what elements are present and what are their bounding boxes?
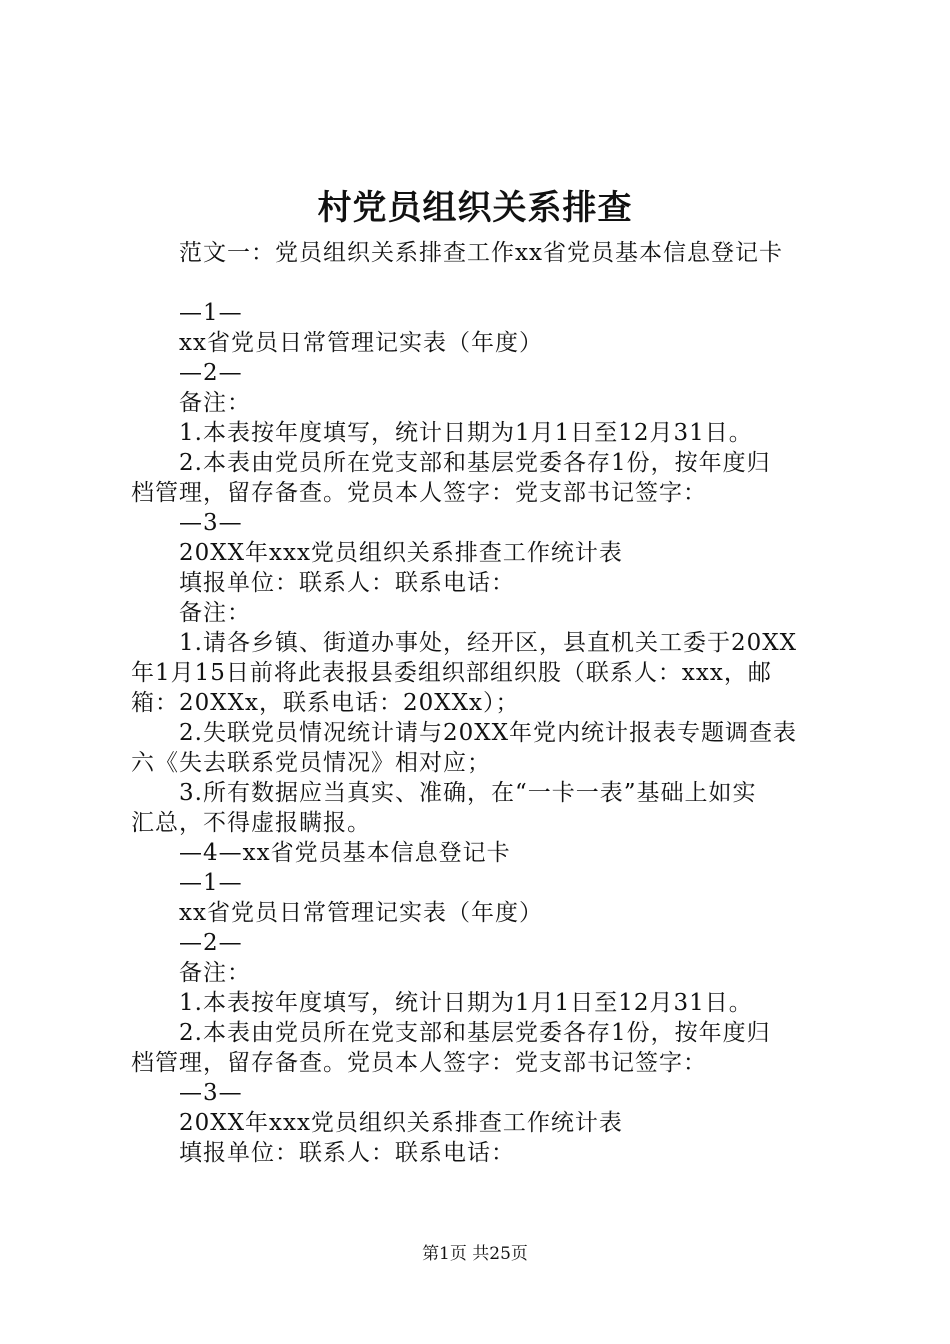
text-line: 备注： <box>179 390 251 416</box>
text-line: 填报单位：联系人：联系电话： <box>179 1140 515 1166</box>
text-line: 1.本表按年度填写，统计日期为1月1日至12月31日。 <box>179 990 753 1016</box>
text-line: —3— <box>179 510 243 536</box>
text-line: 范文一：党员组织关系排查工作xx省党员基本信息登记卡 <box>179 240 783 266</box>
text-line: 填报单位：联系人：联系电话： <box>179 570 515 596</box>
text-line: 20XX年xxx党员组织关系排查工作统计表 <box>179 540 623 566</box>
document-title: 村党员组织关系排查 <box>317 188 633 228</box>
text-line: 2.失联党员情况统计请与20XX年党内统计报表专题调查表 <box>179 720 797 746</box>
text-line: 年1月15日前将此表报县委组织部组织股（联系人：xxx，邮 <box>131 660 772 686</box>
page-footer: 第1页 共25页 <box>422 1244 528 1264</box>
blank-line <box>131 268 831 298</box>
text-line: 2.本表由党员所在党支部和基层党委各存1份，按年度归 <box>179 1020 771 1046</box>
text-line: —4—xx省党员基本信息登记卡 <box>179 840 511 866</box>
text-line: 2.本表由党员所在党支部和基层党委各存1份，按年度归 <box>179 450 771 476</box>
text-line: xx省党员日常管理记实表（年度） <box>179 900 543 926</box>
text-line: 档管理，留存备查。党员本人签字：党支部书记签字： <box>131 1050 707 1076</box>
text-line: —2— <box>179 360 243 386</box>
text-line: —1— <box>179 300 243 326</box>
text-line: 备注： <box>179 960 251 986</box>
text-line: 20XX年xxx党员组织关系排查工作统计表 <box>179 1110 623 1136</box>
text-line: 1.本表按年度填写，统计日期为1月1日至12月31日。 <box>179 420 753 446</box>
text-line: xx省党员日常管理记实表（年度） <box>179 330 543 356</box>
text-line: —2— <box>179 930 243 956</box>
text-line: 档管理，留存备查。党员本人签字：党支部书记签字： <box>131 480 707 506</box>
text-line: 备注： <box>179 600 251 626</box>
text-line: 六《失去联系党员情况》相对应； <box>131 750 491 776</box>
text-line: 汇总，不得虚报瞒报。 <box>131 810 371 836</box>
document-body <box>131 238 831 1168</box>
text-line: 1.请各乡镇、街道办事处，经开区，县直机关工委于20XX <box>179 630 797 656</box>
text-line: —3— <box>179 1080 243 1106</box>
text-line: 3.所有数据应当真实、准确，在“一卡一表”基础上如实 <box>179 780 757 806</box>
text-line: 箱：20XXx，联系电话：20XXx）； <box>131 690 520 716</box>
text-line: —1— <box>179 870 243 896</box>
